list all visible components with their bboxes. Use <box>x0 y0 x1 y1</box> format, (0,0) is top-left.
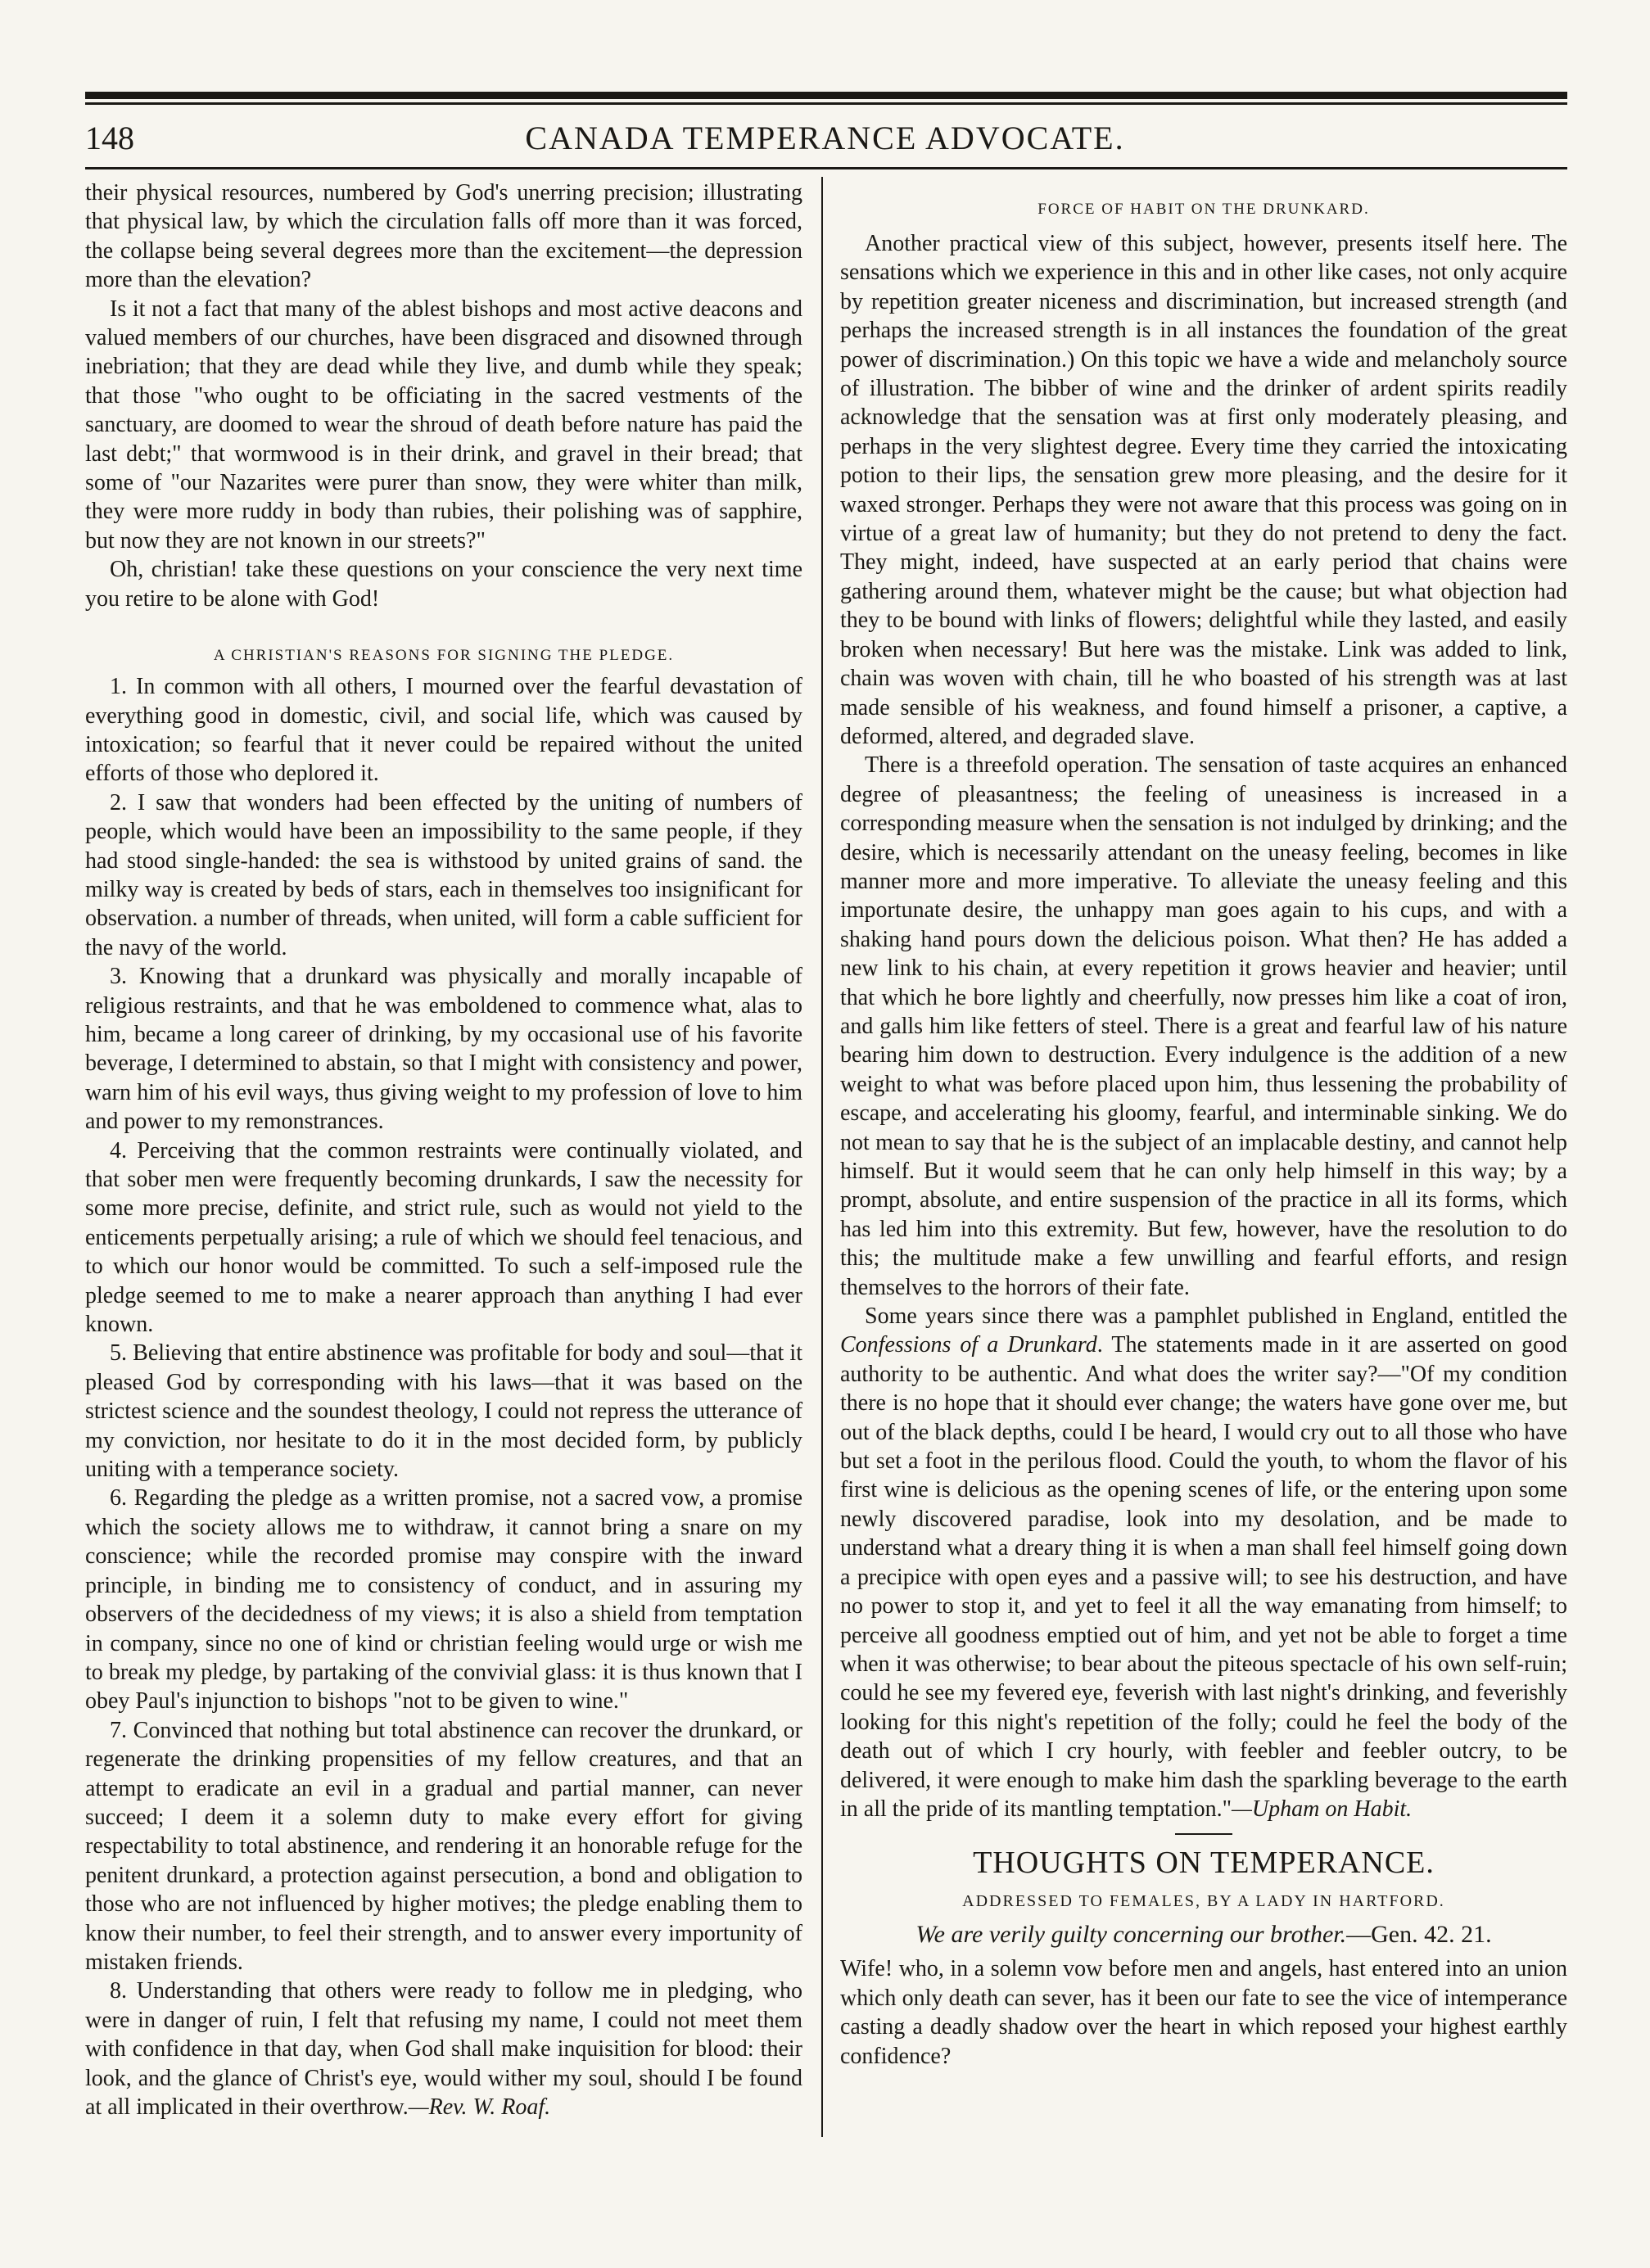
epigraph-reference: —Gen. 42. 21. <box>1346 1921 1492 1949</box>
epigraph-quote: We are verily guilty concerning our brother. <box>915 1921 1347 1949</box>
reason-paragraph: 1. In common with all others, I mourned over the fearful devastation of everything good in domestic, civil, and social life, which was caused by intoxication; so fearful that it never could be repaired without the united efforts of those who deplored it. <box>85 674 802 787</box>
thoughts-byline: ADDRESSED TO FEMALES, BY A LADY IN HARTFORD. <box>962 1892 1445 1911</box>
confessions-text: . The statements made in it are asserted on good authority to be authentic. And what does the writer say?—"Of my condition there is no hope that it should ever change; the waters have gone over me, but out of the black depths, could I be heard, I would cry out to all those who have but set a foot in the perilous flood. Could the youth, to whom the flavor of his first wine is delicious as the opening scenes of life, or the entering upon some newly discovered paradise, look into my desolation, and be made to understand what a dreary thing it is when a man shall feel himself going down a precipice with open eyes and a passive will; to see his destruction, and have no power to stop it, and yet to feel it all the way emanating from himself; to perceive all goodness emptied out of him, and yet not be able to forget a time when it was otherwise; to bear about the piteous spectacle of his own self-ruin; could he see my fevered eye, feverish with last night's drinking, and feverishly looking for this night's repetition of the folly; could he feel the body of the death out of which I cry hourly, with feebler and feebler outcry, to be delivered, it were enough to make him dash the sparkling beverage to the earth in all the pride of its mantling temptation." <box>840 1332 1567 1822</box>
confessions-title: Confessions of a Drunkard <box>840 1332 1097 1358</box>
reason-paragraph: 7. Convinced that nothing but total abstinence can recover the drunkard, or regenerate the drinking propensities of my fellow creatures, and that an attempt to eradicate an evil in a gradual and partial manner, can never succeed; I deem it a solemn duty to make every effort for giving respectability to total abstinence, and rendering it an honorable refuge for the penitent drunkard, a protection against persecution, a bond and obligation to those who are not influenced by higher motives; the pledge enabling them to know their number, to feel their strength, and to answer every importunity of mistaken friends. <box>85 1717 802 1975</box>
column-divider <box>821 177 823 2137</box>
reason-text: 8. Understanding that others were ready to follow me in pledging, who were in danger of ruin, I felt that refusing my name, I could not meet them with confidence in that day, when God shall make inquisition for blood: their look, and the glance of Christ's eye, would wither my soul, should I be found at all implicated in their overthrow. <box>85 1978 802 2120</box>
reason-paragraph <box>85 1977 802 2121</box>
habit-paragraph: Another practical view of this subject, however, presents itself here. The sensations which we experience in this and in other like cases, not only acquire by repetition greater niceness and discrimination, but increased strength (and perhaps the increased strength is in all instances the foundation of the great power of discrimination.) On this topic we have a wide and melancholy source of illustration. The bibber of wine and the drinker of ardent spirits readily acknowledge that the sensation was at first only moderately pleasing, and perhaps in the very slightest degree. Every time they carried the intoxicating potion to their lips, the sensation grew more pleasing, and the desire for it waxed stronger. Perhaps they were not aware that this process was going on in virtue of a great law of humanity; but they do not pretend to deny the fact. They might, indeed, have suspected at an early period that chains were gathering around them, whatever might be the cause; but what objection had they to be bound with links of flowers; delightful while they lasted, and easily broken when necessary! But here was the mistake. Link was added to link, chain was woven with chain, till he who boasted of his strength was at last made sensible of his weakness, and found himself a prisoner, a captive, a deformed, altered, and degraded slave. <box>840 231 1567 749</box>
confessions-lead: Some years since there was a pamphlet published in England, entitled the <box>865 1303 1567 1330</box>
top-double-rule <box>85 92 1567 105</box>
confessions-paragraph <box>840 1302 1567 1823</box>
epigraph <box>840 1918 1567 1951</box>
right-column <box>840 178 1567 2071</box>
reason-paragraph: 5. Believing that entire abstinence was profitable for body and soul—that it pleased God by corresponding with his laws—that it was based on the strictest science and the soundest theology, I could not repress the utterance of my conviction, nor hesitate to do it in the most decided form, by publicly uniting with a temperance society. <box>85 1340 803 1483</box>
section-heading-habit: FORCE OF HABIT ON THE DRUNKARD. <box>1037 201 1370 218</box>
section-heading-pledge: A CHRISTIAN'S REASONS FOR SIGNING THE PLEDGE. <box>213 647 675 665</box>
reason-paragraph: 4. Perceiving that the common restraints were continually violated, and that sober men were frequently becoming drunkards, I saw the necessity for some more precise, definite, and strict rule, such as would not yield to the enticements perpetually arising; a rule of which we should feel tenacious, and to which our honor would be committed. To such a self-imposed rule the pledge seemed to me to make a nearer approach than anything I had ever known. <box>85 1137 802 1338</box>
running-title: CANADA TEMPERANCE ADVOCATE. <box>525 120 1125 156</box>
thoughts-heading: THOUGHTS ON TEMPERANCE. <box>973 1846 1435 1881</box>
section-separator <box>1175 1833 1232 1835</box>
page-number: 148 <box>85 120 134 156</box>
continuation-paragraph: their physical resources, numbered by God's unerring precision; illustrating that physical law, by which the circulation falls off more than it was forced, the collapse being several degrees more than the excitement—the depression more than the elevation? <box>85 180 802 293</box>
habit-paragraph: There is a threefold operation. The sensation of taste acquires an enhanced degree of pleasantness; the feeling of uneasiness is increased in a corresponding measure when the sensation is not indulged by drinking; and the desire, which is necessarily attendant on the uneasy feeling, becomes in like manner more and more imperative. To alleviate the uneasy feeling and this importunate desire, the unhappy man goes again to his cups, and with a shaking hand pours down the delicious poison. What then? He has added a new link to his chain, at every repetition it grows heavier and heavier; until that which he bore lightly and cheerfully, now presses him like a coat of iron, and galls him like fetters of steel. There is a great and fearful law of his nature bearing him down to destruction. Every indulgence is the addition of a new weight to what was before placed upon him, thus lessening the probability of escape, and accelerating his gloomy, fearful, and interminable sinking. We do not mean to say that he is the subject of an implacable destiny, and cannot help himself. But it would seem that he can only help himself in this way; by a prompt, absolute, and entire suspension of the practice in all its forms, which has led him into this extremity. But few, however, have the resolution to do this; the multitude make a few unwilling and fearful efforts, and resign themselves to the horrors of their fate. <box>840 752 1567 1300</box>
attribution: —Rev. W. Roaf. <box>408 2094 551 2120</box>
reason-paragraph: 6. Regarding the pledge as a written promise, not a sacred vow, a promise which the society allows me to withdraw, it cannot bring a snare on my conscience; while the recorded promise may conspire with the inward principle, in binding me to consistency of conduct, and in assuring my observers of the decidedness of my views; it is also a shield from temptation in company, since no one of kind or christian feeling would urge or wish me to break my pledge, by partaking of the convivial glass: it is thus known that I obey Paul's injunction to bishops "not to be given to wine." <box>85 1485 802 1715</box>
attribution: —Upham on Habit. <box>1232 1796 1413 1822</box>
header-rule <box>85 167 1567 169</box>
continuation-paragraph: Oh, christian! take these questions on your conscience the very next time you retire to be alone with God! <box>85 557 802 612</box>
reason-paragraph: 2. I saw that wonders had been effected by the uniting of numbers of people, which would have been an impossibility to the same people, if they had stood single-handed: the sea is withstood by united grains of sand. the milky way is created by beds of stars, each in themselves too insignificant for observation. a number of threads, when united, will form a cable sufficient for the navy of the world. <box>85 789 802 960</box>
reason-paragraph: 3. Knowing that a drunkard was physically and morally incapable of religious restraints, and that he was emboldened to commence what, alas to him, became a long career of drinking, by my occasional use of his favorite beverage, I determined to abstain, so that I might with consistency and power, warn him of his evil ways, thus giving weight to my profession of love to him and power to my remonstrances. <box>85 964 802 1135</box>
thoughts-paragraph: Wife! who, in a solemn vow before men and angels, hast entered into an union which only death can sever, has it been our fate to see the vice of intemperance casting a deadly shadow over the heart in which reposed your highest earthly confidence? <box>840 1956 1567 2069</box>
continuation-paragraph: Is it not a fact that many of the ablest bishops and most active deacons and valued members of our churches, have been disgraced and disowned through inebriation; that they are dead while they live, and dumb while they speak; that those "who ought to be officiating in the sacred vestments of the sanctuary, are doomed to wear the shroud of death before nature has paid the last debt;" that wormwood is in their drink, and gravel in their bread; that some of "our Nazarites were purer than snow, they were whiter than milk, they were more ruddy in body than rubies, their polishing was of sapphire, but now they are not known in our streets?" <box>85 296 802 553</box>
left-column <box>85 178 802 2121</box>
